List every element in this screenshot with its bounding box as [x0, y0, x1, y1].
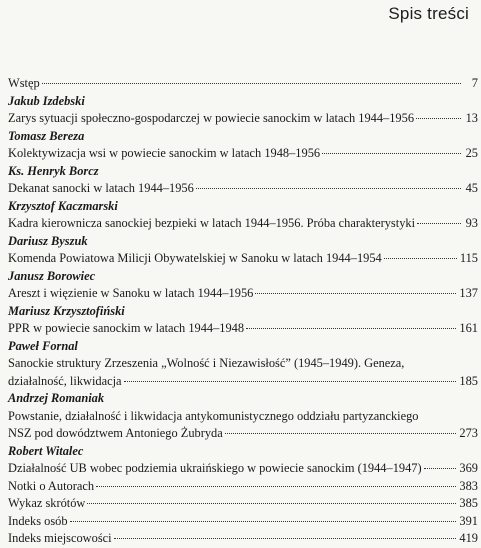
toc-entry	[8, 460, 478, 478]
toc-entry-title: Indeks osób	[8, 513, 68, 528]
toc-author: Robert Witalec	[8, 443, 84, 458]
toc-entry-title: Wykaz skrótów	[8, 496, 86, 510]
dot-leader	[255, 292, 456, 294]
toc-page-number: 419	[459, 531, 478, 545]
toc-page-number: 93	[465, 216, 478, 230]
dot-leader	[322, 152, 461, 154]
toc-author: Ks. Henryk Borcz	[8, 163, 99, 178]
dot-leader	[114, 537, 457, 539]
toc-entry-title: Zarys sytuacji społeczno-gospodarczej w powiecie sanockim w latach 1944–1956	[8, 111, 415, 125]
dot-leader	[246, 327, 456, 329]
toc-author: Paweł Fornal	[8, 338, 78, 353]
toc-author: Tomasz Bereza	[8, 128, 85, 143]
toc-author: Andrzej Romaniak	[8, 391, 105, 405]
toc-entry-title-line: Powstanie, działalność i likwidacja antykomunistycznego oddziału partyzanckiego	[8, 408, 419, 423]
toc-page-number: 391	[459, 513, 478, 528]
toc-page-number: 369	[459, 461, 478, 475]
toc-entry	[8, 110, 478, 128]
toc-entry-title: Kolektywizacja wsi w powiecie sanockim w latach 1948–1956	[8, 146, 321, 160]
dot-leader	[196, 187, 461, 189]
dot-leader	[70, 520, 457, 522]
toc-entry-indeks-osob	[8, 513, 478, 531]
toc-page-number: 7	[471, 76, 478, 90]
dot-leader	[42, 82, 461, 84]
toc-entry	[8, 145, 478, 163]
dot-leader	[225, 432, 457, 434]
toc-author: Janusz Borowiec	[8, 268, 96, 283]
toc-entry	[8, 180, 478, 198]
toc-entry	[8, 250, 478, 268]
toc-author: Krzysztof Kaczmarski	[8, 198, 118, 213]
toc-entry-title: Kadra kierownicza sanockiej bezpieki w latach 1944–1956. Próba charakterystyki	[8, 216, 416, 230]
dot-leader	[424, 467, 457, 469]
toc-page-number: 45	[465, 181, 478, 195]
dot-leader	[417, 222, 461, 224]
toc-entry-title: Areszt i więzienie w Sanoku w latach 1944–1956	[8, 286, 254, 300]
dot-leader	[96, 485, 456, 487]
toc-entry-title: Wstęp	[8, 76, 40, 90]
toc-author: Mariusz Krzysztofiński	[8, 303, 125, 318]
toc-author: Jakub Izdebski	[8, 93, 85, 108]
toc-page-number: 185	[459, 373, 478, 388]
toc-page-number: 385	[459, 496, 478, 510]
toc-entry-title: działalność, likwidacja	[8, 373, 122, 388]
toc-entry-wstep	[8, 75, 478, 93]
toc-entry	[8, 215, 478, 233]
dot-leader	[124, 380, 457, 382]
toc-entry-notki	[8, 478, 478, 496]
toc-page-number: 25	[465, 146, 478, 160]
toc-entry	[8, 425, 478, 443]
toc-entry-title: Notki o Autorach	[8, 478, 95, 493]
toc-page-number: 383	[459, 478, 478, 493]
toc-page-number: 115	[459, 251, 478, 265]
dot-leader	[384, 257, 457, 259]
dot-leader	[416, 117, 461, 119]
toc-entry	[8, 320, 478, 338]
dot-leader	[87, 502, 456, 504]
toc-entry-skroty	[8, 495, 478, 513]
toc-entry-title: Indeks miejscowości	[8, 531, 112, 545]
toc-page-number: 137	[459, 286, 478, 300]
table-of-contents	[8, 75, 478, 548]
toc-page-number: 273	[459, 426, 478, 440]
toc-page-number: 161	[459, 321, 478, 335]
toc-page-number: 13	[465, 111, 478, 125]
page-title: Spis treści	[388, 4, 469, 23]
toc-entry-title-line: Sanockie struktury Zrzeszenia „Wolność i Niezawisłość” (1945–1949). Geneza,	[8, 356, 405, 370]
toc-entry	[8, 285, 478, 303]
toc-entry-title: Działalność UB wobec podziemia ukraińskiego w powiecie sanockim (1944–1947)	[8, 461, 422, 475]
toc-entry-title: Dekanat sanocki w latach 1944–1956	[8, 181, 194, 195]
toc-author: Dariusz Byszuk	[8, 233, 88, 248]
toc-entry-indeks-miejscowosci	[8, 530, 478, 548]
toc-entry-title: PPR w powiecie sanockim w latach 1944–1948	[8, 321, 245, 335]
toc-entry-title: Komenda Powiatowa Milicji Obywatelskiej w Sanoku w latach 1944–1954	[8, 251, 382, 265]
toc-entry	[8, 373, 478, 391]
toc-entry-title: NSZ pod dowództwem Antoniego Żubryda	[8, 426, 223, 440]
